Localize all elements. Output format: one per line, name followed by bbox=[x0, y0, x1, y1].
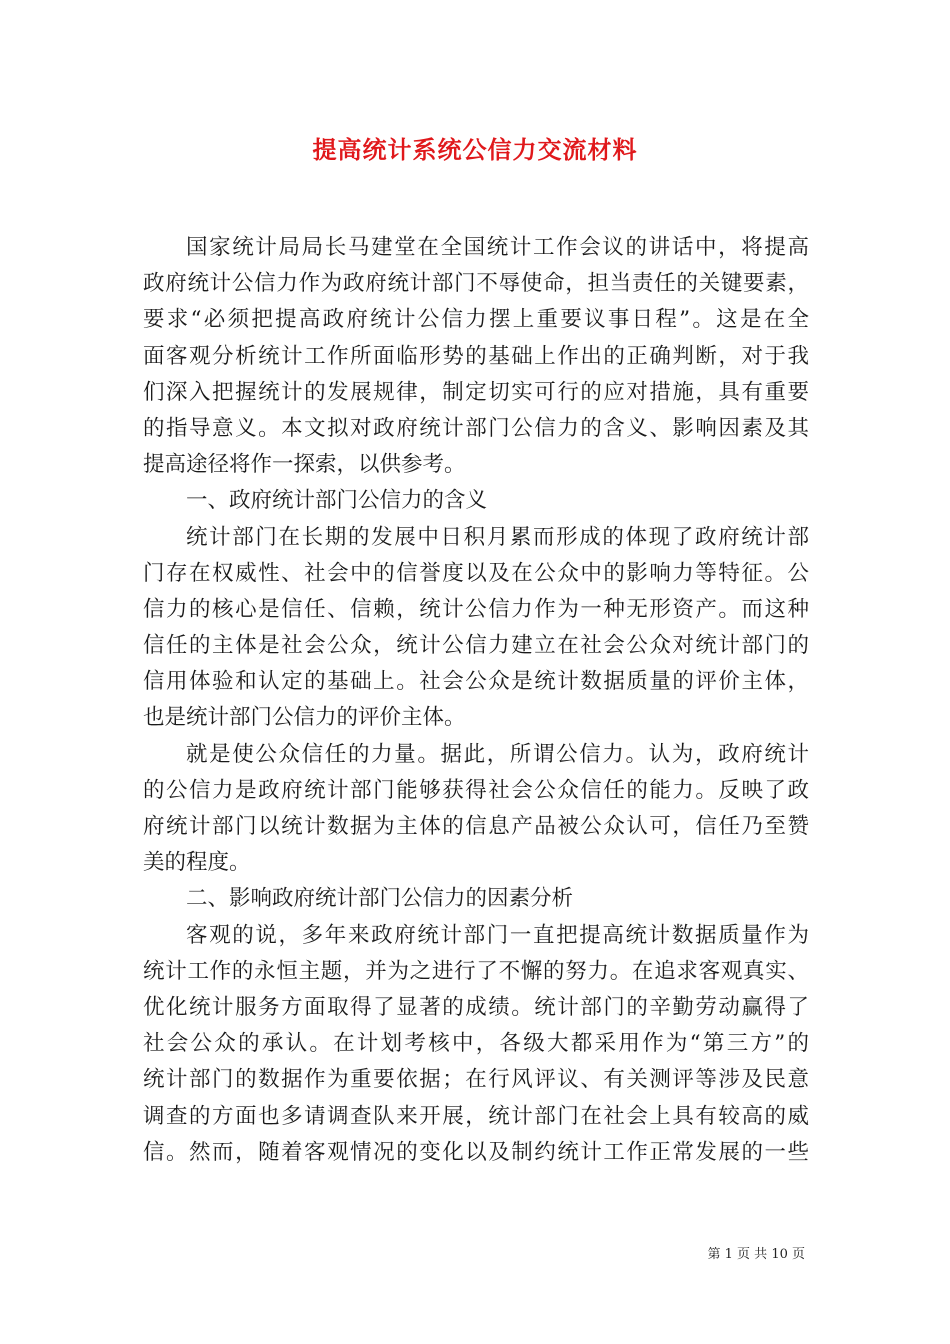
body-line: 一、政府统计部门公信力的含义 bbox=[186, 488, 488, 514]
body-line: 社会公众的承认。在计划考核中，各级大都采用作为“第三方”的 bbox=[143, 1031, 809, 1057]
page-number-footer: 第 1 页 共 10 页 bbox=[707, 1247, 805, 1262]
body-line: 的指导意义。本文拟对政府统计部门公信力的含义、影响因素及其 bbox=[143, 415, 809, 441]
body-line: 门存在权威性、社会中的信誉度以及在公众中的影响力等特征。公 bbox=[143, 560, 809, 586]
body-line: 要求“必须把提高政府统计公信力摆上重要议事日程”。这是在全 bbox=[143, 307, 809, 333]
body-line: 统计部门在长期的发展中日积月累而形成的体现了政府统计部 bbox=[186, 524, 809, 550]
body-line: 面客观分析统计工作所面临形势的基础上作出的正确判断，对于我 bbox=[143, 343, 809, 369]
body-line: 统计部门的数据作为重要依据；在行风评议、有关测评等涉及民意 bbox=[143, 1067, 809, 1093]
body-line: 信任的主体是社会公众，统计公信力建立在社会公众对统计部门的 bbox=[143, 633, 809, 659]
body-line: 客观的说，多年来政府统计部门一直把提高统计数据质量作为 bbox=[186, 922, 809, 948]
body-line: 们深入把握统计的发展规律，制定切实可行的应对措施，具有重要 bbox=[143, 379, 809, 405]
body-line: 也是统计部门公信力的评价主体。 bbox=[143, 705, 466, 731]
body-line: 调查的方面也多请调查队来开展，统计部门在社会上具有较高的威 bbox=[143, 1103, 809, 1129]
body-line: 就是使公众信任的力量。据此，所谓公信力。认为，政府统计 bbox=[186, 741, 809, 767]
body-line: 府统计部门以统计数据为主体的信息产品被公众认可，信任乃至赞 bbox=[143, 814, 809, 839]
body-line: 信。然而，随着客观情况的变化以及制约统计工作正常发展的一些 bbox=[143, 1139, 809, 1165]
body-line: 信用体验和认定的基础上。社会公众是统计数据质量的评价主体， bbox=[143, 669, 809, 695]
body-line: 国家统计局局长马建堂在全国统计工作会议的讲话中，将提高 bbox=[186, 235, 809, 260]
body-line: 美的程度。 bbox=[143, 850, 251, 876]
body-line: 信力的核心是信任、信赖，统计公信力作为一种无形资产。而这种 bbox=[143, 596, 809, 622]
document-body bbox=[143, 230, 809, 1171]
body-line: 政府统计公信力作为政府统计部门不辱使命，担当责任的关键要素， bbox=[143, 271, 809, 297]
body-line: 二、影响政府统计部门公信力的因素分析 bbox=[186, 886, 574, 912]
body-line: 的公信力是政府统计部门能够获得社会公众信任的能力。反映了政 bbox=[143, 777, 809, 803]
body-line: 统计工作的永恒主题，并为之进行了不懈的努力。在追求客观真实、 bbox=[143, 958, 809, 984]
body-line: 优化统计服务方面取得了显著的成绩。统计部门的辛勤劳动赢得了 bbox=[143, 994, 809, 1020]
body-line: 提高途径将作一探索，以供参考。 bbox=[143, 452, 466, 478]
document-title: 提高统计系统公信力交流材料 bbox=[312, 135, 638, 164]
